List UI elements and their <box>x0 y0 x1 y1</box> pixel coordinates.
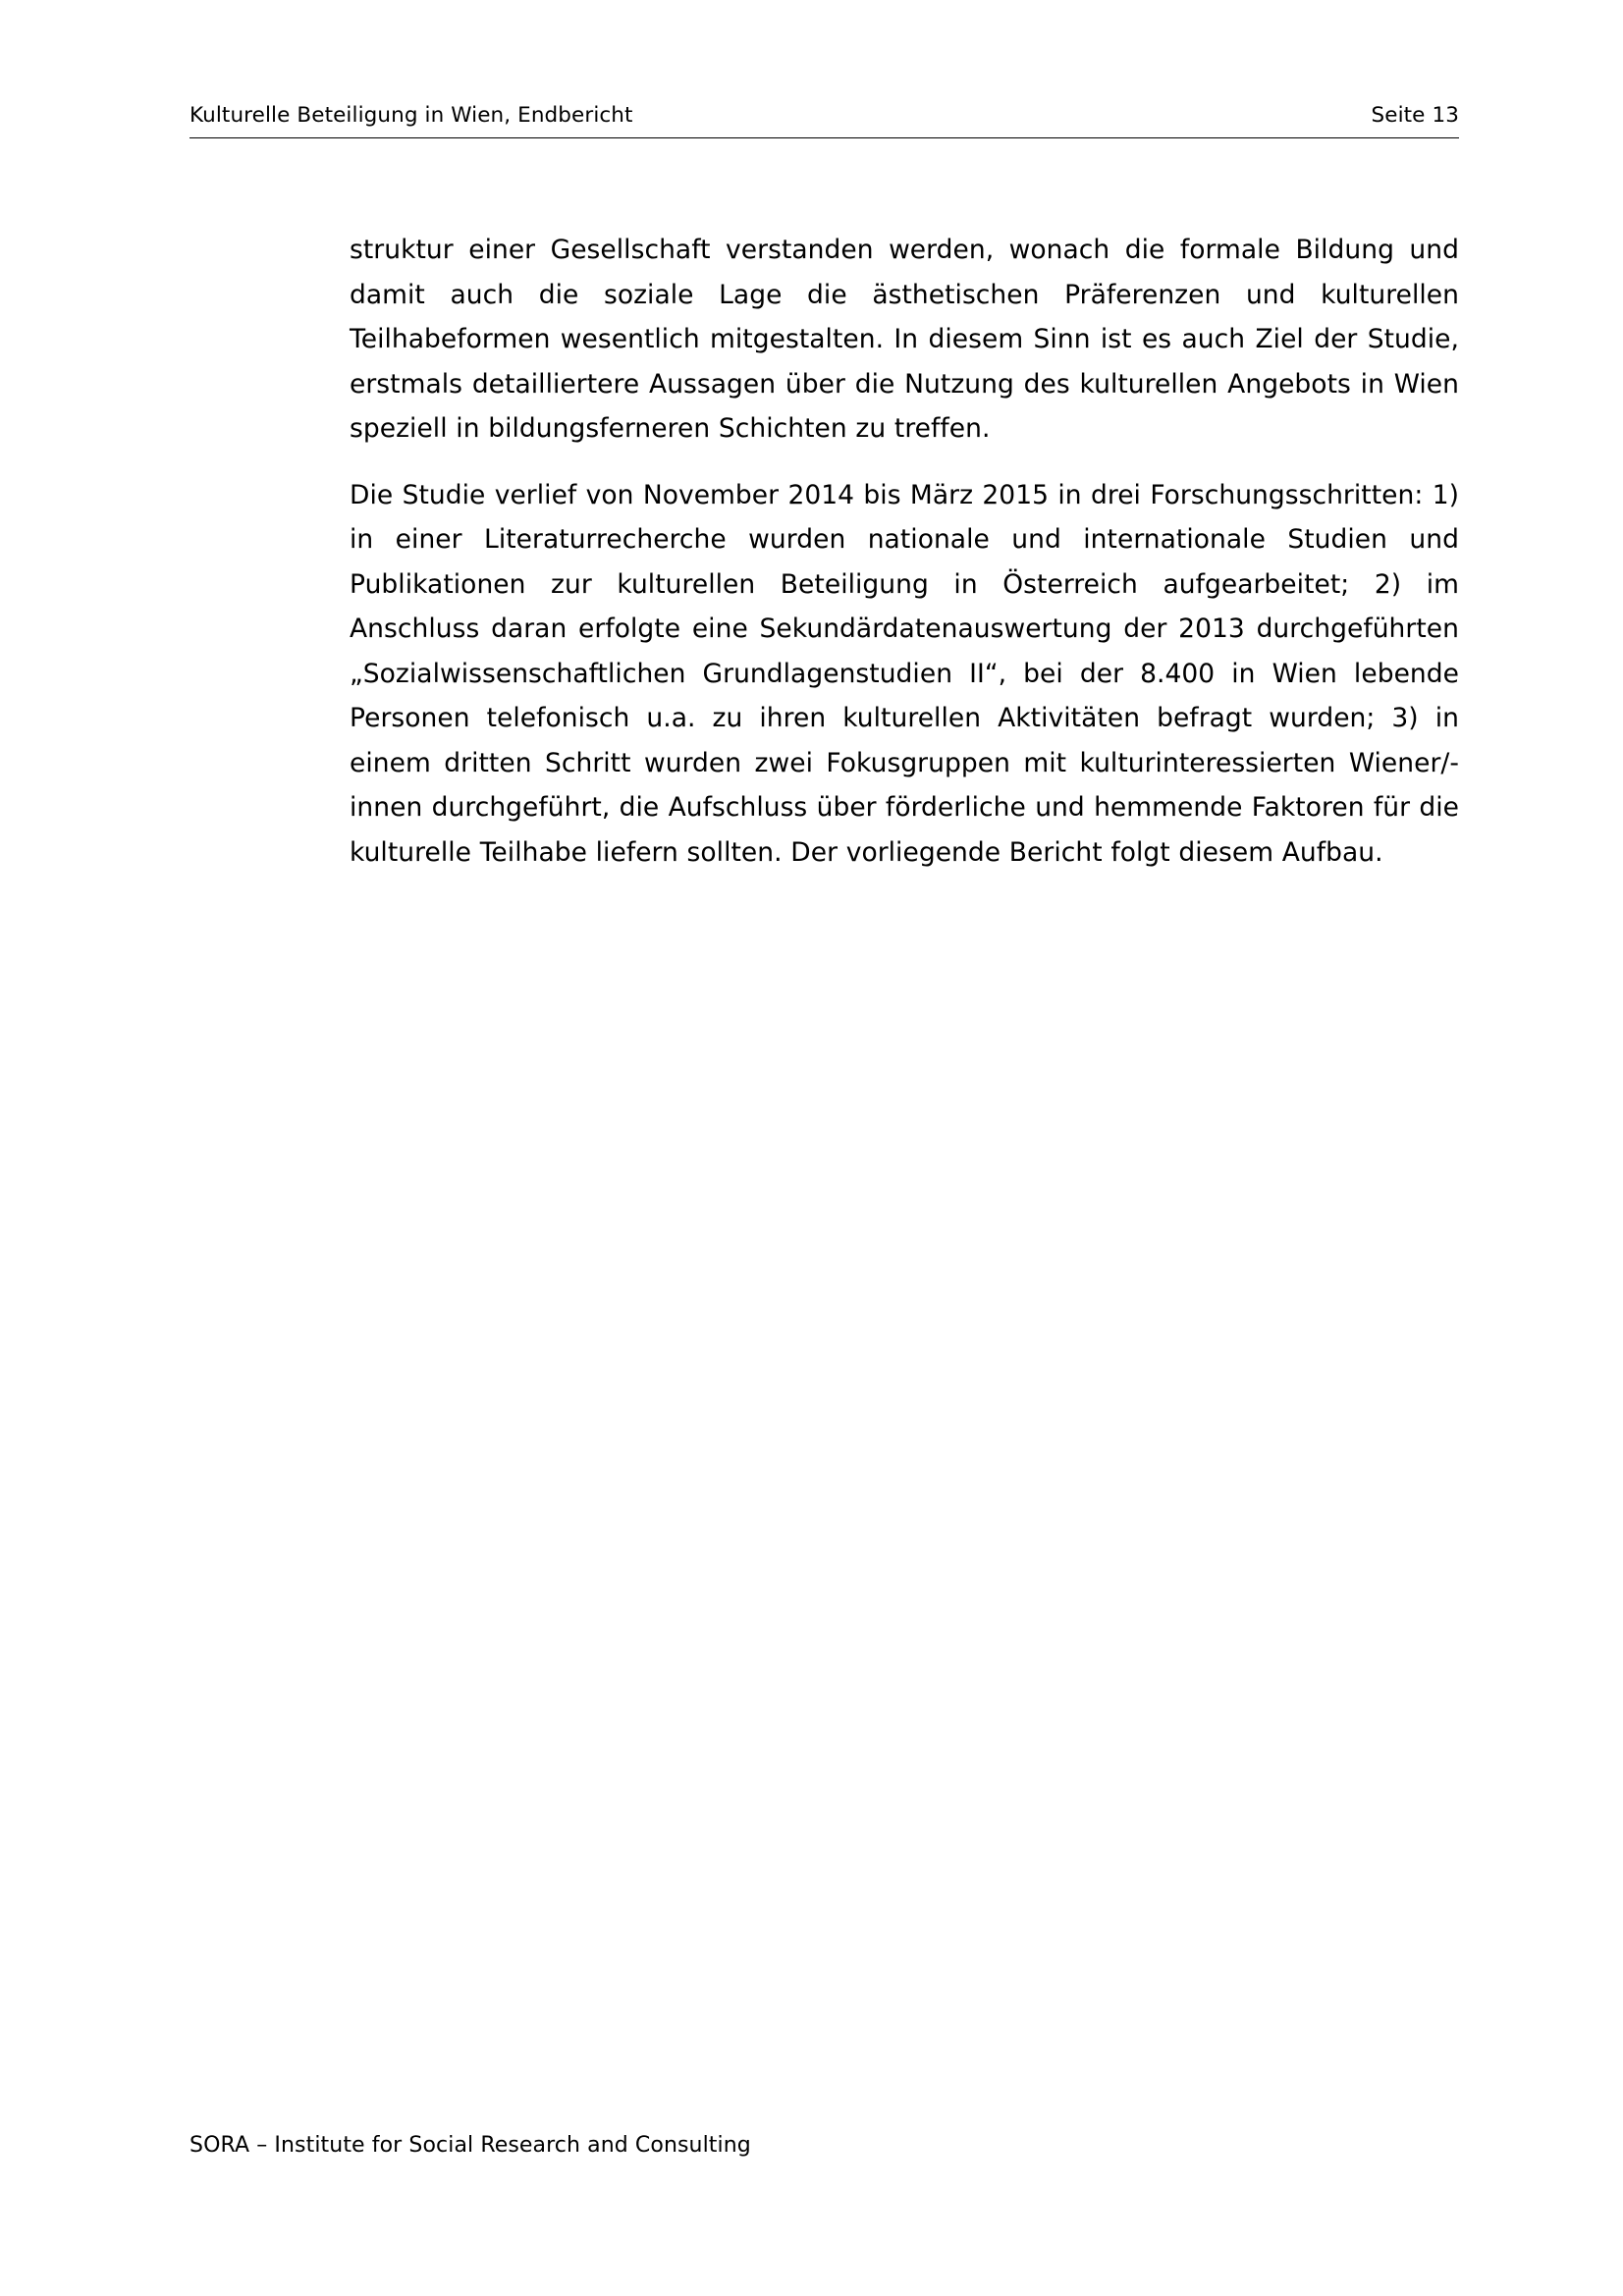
header-page-number: Seite 13 <box>1371 103 1459 128</box>
page-footer <box>189 2132 1459 2161</box>
header-document-title: Kulturelle Beteiligung in Wien, Endbericht <box>189 103 633 128</box>
footer-organization: SORA – Institute for Social Research and Consulting <box>189 2133 751 2158</box>
body-content <box>350 228 1459 875</box>
page-header <box>189 102 1459 130</box>
header-divider <box>189 137 1459 138</box>
body-paragraph-2: Die Studie verlief von November 2014 bis März 2015 in drei Forschungsschritten: 1) in einer Literaturrecherche wurden nationale und internationale Studien und Publikationen zur kulturellen Beteiligung in Österreich aufgearbeitet; 2) im Anschluss daran erfolgte eine Sekundärdatenauswertung der 2013 durchgeführten „Sozialwissenschaftlichen Grundlagenstudien II“, bei der 8.400 in Wien lebende Personen telefonisch u.a. zu ihren kulturellen Aktivitäten befragt wurden; 3) in einem dritten Schritt wurden zwei Fokusgruppen mit kulturinteressierten Wiener/-innen durchgeführt, die Aufschluss über förderliche und hemmende Faktoren für die kulturelle Teilhabe liefern sollten. Der vorliegende Bericht folgt diesem Aufbau. <box>350 479 1459 868</box>
body-paragraph-1: struktur einer Gesellschaft verstanden werden, wonach die formale Bildung und damit auch die soziale Lage die ästhetischen Präferenzen und kulturellen Teilhabeformen wesentlich mitgestalten. In diesem Sinn ist es auch Ziel der Studie, erstmals detailliertere Aussagen über die Nutzung des kulturellen Angebots in Wien speziell in bildungsferneren Schichten zu treffen. <box>350 235 1459 444</box>
